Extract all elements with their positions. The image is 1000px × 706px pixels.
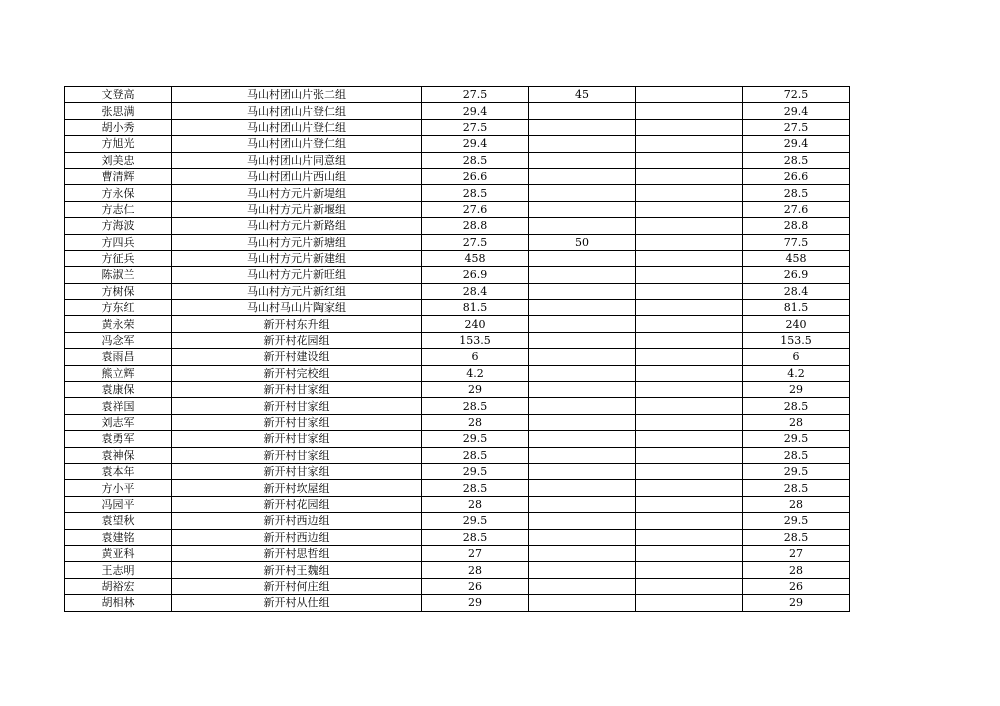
cell-amount-c[interactable] (636, 414, 743, 430)
table-row (65, 463, 850, 479)
cell-amount-c[interactable] (636, 562, 743, 578)
cell-amount-c[interactable] (636, 496, 743, 512)
cell-amount-c[interactable] (636, 447, 743, 463)
cell-amount-b[interactable] (529, 283, 636, 299)
cell-total[interactable]: 27.5 (743, 119, 850, 135)
cell-amount-a[interactable]: 28.4 (422, 283, 529, 299)
table-row (65, 398, 850, 414)
cell-total[interactable]: 29.5 (743, 463, 850, 479)
cell-amount-b[interactable] (529, 218, 636, 234)
table-body (65, 87, 850, 612)
cell-location[interactable]: 新开村思哲组 (172, 545, 422, 561)
cell-location[interactable]: 马山村方元片新路组 (172, 218, 422, 234)
table-row (65, 595, 850, 611)
cell-total[interactable]: 28.5 (743, 398, 850, 414)
cell-total[interactable]: 29.4 (743, 136, 850, 152)
cell-amount-b[interactable] (529, 136, 636, 152)
cell-amount-b[interactable] (529, 201, 636, 217)
cell-name[interactable]: 胡裕宏 (65, 578, 172, 594)
cell-amount-a[interactable]: 26.9 (422, 267, 529, 283)
cell-amount-a[interactable]: 29.5 (422, 513, 529, 529)
cell-amount-c[interactable] (636, 152, 743, 168)
table-row (65, 119, 850, 135)
cell-total[interactable]: 28.5 (743, 529, 850, 545)
cell-amount-a[interactable]: 153.5 (422, 332, 529, 348)
cell-name[interactable]: 方东红 (65, 300, 172, 316)
cell-amount-c[interactable] (636, 332, 743, 348)
cell-name[interactable]: 袁雨昌 (65, 349, 172, 365)
cell-total[interactable]: 240 (743, 316, 850, 332)
cell-location[interactable]: 新开村西边组 (172, 513, 422, 529)
table-row (65, 529, 850, 545)
cell-total[interactable]: 28.8 (743, 218, 850, 234)
cell-amount-b[interactable] (529, 152, 636, 168)
cell-amount-a[interactable]: 29.4 (422, 136, 529, 152)
cell-amount-b[interactable] (529, 250, 636, 266)
cell-total[interactable]: 26.6 (743, 168, 850, 184)
cell-amount-b[interactable] (529, 382, 636, 398)
cell-amount-a[interactable]: 28 (422, 414, 529, 430)
table-row (65, 480, 850, 496)
cell-total[interactable]: 28 (743, 562, 850, 578)
cell-total[interactable]: 29.4 (743, 103, 850, 119)
cell-name[interactable]: 袁望秋 (65, 513, 172, 529)
cell-amount-a[interactable]: 28.8 (422, 218, 529, 234)
cell-amount-b[interactable] (529, 431, 636, 447)
cell-amount-c[interactable] (636, 103, 743, 119)
cell-amount-c[interactable] (636, 513, 743, 529)
table-row (65, 562, 850, 578)
cell-name[interactable]: 刘志军 (65, 414, 172, 430)
cell-amount-a[interactable]: 26.6 (422, 168, 529, 184)
cell-location[interactable]: 新开村甘家组 (172, 447, 422, 463)
cell-amount-a[interactable]: 28.5 (422, 152, 529, 168)
cell-amount-c[interactable] (636, 168, 743, 184)
cell-amount-a[interactable]: 27.5 (422, 119, 529, 135)
cell-name[interactable]: 袁康保 (65, 382, 172, 398)
cell-amount-b[interactable] (529, 513, 636, 529)
cell-total[interactable]: 28.4 (743, 283, 850, 299)
table-row (65, 365, 850, 381)
cell-amount-c[interactable] (636, 578, 743, 594)
cell-amount-a[interactable]: 27.6 (422, 201, 529, 217)
cell-total[interactable]: 28.5 (743, 185, 850, 201)
cell-amount-c[interactable] (636, 267, 743, 283)
cell-location[interactable]: 新开村建设组 (172, 349, 422, 365)
cell-amount-a[interactable]: 26 (422, 578, 529, 594)
cell-amount-c[interactable] (636, 382, 743, 398)
cell-name[interactable]: 方树保 (65, 283, 172, 299)
cell-location[interactable]: 新开村从仕组 (172, 595, 422, 611)
cell-name[interactable]: 袁本年 (65, 463, 172, 479)
table-row (65, 168, 850, 184)
cell-amount-b[interactable] (529, 332, 636, 348)
cell-total[interactable]: 28 (743, 496, 850, 512)
cell-name[interactable]: 冯念军 (65, 332, 172, 348)
table-row (65, 300, 850, 316)
cell-name[interactable]: 方小平 (65, 480, 172, 496)
cell-total[interactable]: 458 (743, 250, 850, 266)
table-row (65, 152, 850, 168)
table-row (65, 447, 850, 463)
cell-name[interactable]: 方四兵 (65, 234, 172, 250)
cell-total[interactable]: 28 (743, 414, 850, 430)
cell-amount-b[interactable] (529, 414, 636, 430)
cell-location[interactable]: 马山村方元片新塘组 (172, 234, 422, 250)
cell-name[interactable]: 曹清辉 (65, 168, 172, 184)
cell-name[interactable]: 陈淑兰 (65, 267, 172, 283)
cell-amount-b[interactable] (529, 185, 636, 201)
table-row (65, 185, 850, 201)
cell-name[interactable]: 王志明 (65, 562, 172, 578)
table-row (65, 136, 850, 152)
table-row (65, 87, 850, 103)
cell-amount-a[interactable]: 28.5 (422, 398, 529, 414)
cell-name[interactable]: 黄永荣 (65, 316, 172, 332)
cell-amount-a[interactable]: 29 (422, 382, 529, 398)
cell-amount-b[interactable] (529, 300, 636, 316)
table-row (65, 201, 850, 217)
cell-amount-b[interactable] (529, 398, 636, 414)
cell-amount-a[interactable]: 29 (422, 595, 529, 611)
cell-total[interactable]: 29.5 (743, 431, 850, 447)
table-row (65, 496, 850, 512)
cell-amount-a[interactable]: 29.5 (422, 463, 529, 479)
cell-total[interactable]: 28.5 (743, 152, 850, 168)
cell-total[interactable]: 27 (743, 545, 850, 561)
table-row (65, 545, 850, 561)
table-row (65, 250, 850, 266)
cell-total[interactable]: 29.5 (743, 513, 850, 529)
cell-name[interactable]: 袁神保 (65, 447, 172, 463)
cell-total[interactable]: 81.5 (743, 300, 850, 316)
cell-amount-b[interactable] (529, 316, 636, 332)
cell-amount-a[interactable]: 458 (422, 250, 529, 266)
cell-location[interactable]: 马山村团山片登仁组 (172, 136, 422, 152)
cell-amount-c[interactable] (636, 480, 743, 496)
table-row (65, 283, 850, 299)
cell-amount-b[interactable] (529, 578, 636, 594)
cell-name[interactable]: 胡小秀 (65, 119, 172, 135)
cell-name[interactable]: 方海波 (65, 218, 172, 234)
cell-amount-a[interactable]: 29.5 (422, 431, 529, 447)
table-row (65, 234, 850, 250)
cell-name[interactable]: 方志仁 (65, 201, 172, 217)
cell-amount-c[interactable] (636, 283, 743, 299)
cell-amount-a[interactable]: 6 (422, 349, 529, 365)
cell-amount-c[interactable] (636, 463, 743, 479)
table-row (65, 218, 850, 234)
cell-location[interactable]: 新开村西边组 (172, 529, 422, 545)
cell-amount-b[interactable] (529, 119, 636, 135)
cell-amount-b[interactable]: 45 (529, 87, 636, 103)
cell-location[interactable]: 马山村马山片陶家组 (172, 300, 422, 316)
cell-amount-a[interactable]: 27.5 (422, 234, 529, 250)
cell-location[interactable]: 马山村团山片张二组 (172, 87, 422, 103)
cell-amount-a[interactable]: 28.5 (422, 447, 529, 463)
cell-name[interactable]: 袁建铭 (65, 529, 172, 545)
cell-amount-a[interactable]: 29.4 (422, 103, 529, 119)
cell-total[interactable]: 72.5 (743, 87, 850, 103)
cell-name[interactable]: 黄亚科 (65, 545, 172, 561)
cell-amount-b[interactable] (529, 480, 636, 496)
table-row (65, 103, 850, 119)
data-table (64, 86, 850, 612)
cell-name[interactable]: 冯园平 (65, 496, 172, 512)
cell-total[interactable]: 26 (743, 578, 850, 594)
cell-amount-b[interactable] (529, 365, 636, 381)
cell-location[interactable]: 新开村何庄组 (172, 578, 422, 594)
table-row (65, 349, 850, 365)
cell-name[interactable]: 袁勇军 (65, 431, 172, 447)
cell-total[interactable]: 77.5 (743, 234, 850, 250)
cell-location[interactable]: 马山村方元片新旺组 (172, 267, 422, 283)
cell-amount-b[interactable] (529, 529, 636, 545)
cell-location[interactable]: 马山村团山片登仁组 (172, 119, 422, 135)
cell-amount-c[interactable] (636, 218, 743, 234)
cell-total[interactable]: 4.2 (743, 365, 850, 381)
cell-amount-a[interactable]: 240 (422, 316, 529, 332)
cell-location[interactable]: 新开村王魏组 (172, 562, 422, 578)
cell-amount-c[interactable] (636, 185, 743, 201)
cell-location[interactable]: 新开村甘家组 (172, 431, 422, 447)
cell-location[interactable]: 新开村坎屋组 (172, 480, 422, 496)
cell-amount-c[interactable] (636, 119, 743, 135)
cell-name[interactable]: 张思满 (65, 103, 172, 119)
cell-location[interactable]: 马山村方元片新堤组 (172, 185, 422, 201)
cell-amount-a[interactable]: 28.5 (422, 529, 529, 545)
cell-amount-b[interactable] (529, 595, 636, 611)
cell-amount-b[interactable] (529, 562, 636, 578)
cell-amount-c[interactable] (636, 234, 743, 250)
cell-amount-b[interactable] (529, 103, 636, 119)
cell-amount-b[interactable] (529, 267, 636, 283)
cell-location[interactable]: 新开村甘家组 (172, 398, 422, 414)
table-row (65, 578, 850, 594)
cell-amount-c[interactable] (636, 349, 743, 365)
cell-amount-c[interactable] (636, 365, 743, 381)
cell-total[interactable]: 28.5 (743, 447, 850, 463)
cell-amount-c[interactable] (636, 250, 743, 266)
cell-total[interactable]: 29 (743, 382, 850, 398)
cell-location[interactable]: 新开村花园组 (172, 332, 422, 348)
cell-location[interactable]: 马山村方元片新建组 (172, 250, 422, 266)
table-row (65, 382, 850, 398)
cell-total[interactable]: 153.5 (743, 332, 850, 348)
cell-amount-a[interactable]: 4.2 (422, 365, 529, 381)
cell-amount-c[interactable] (636, 300, 743, 316)
cell-amount-c[interactable] (636, 595, 743, 611)
cell-amount-a[interactable]: 81.5 (422, 300, 529, 316)
cell-amount-a[interactable]: 27 (422, 545, 529, 561)
cell-total[interactable]: 26.9 (743, 267, 850, 283)
cell-total[interactable]: 29 (743, 595, 850, 611)
cell-amount-c[interactable] (636, 316, 743, 332)
cell-total[interactable]: 27.6 (743, 201, 850, 217)
cell-name[interactable]: 胡相林 (65, 595, 172, 611)
cell-amount-b[interactable] (529, 447, 636, 463)
cell-name[interactable]: 方旭光 (65, 136, 172, 152)
cell-amount-b[interactable]: 50 (529, 234, 636, 250)
cell-name[interactable]: 方永保 (65, 185, 172, 201)
cell-amount-c[interactable] (636, 545, 743, 561)
cell-amount-c[interactable] (636, 431, 743, 447)
cell-total[interactable]: 28.5 (743, 480, 850, 496)
cell-amount-a[interactable]: 28 (422, 496, 529, 512)
table-row (65, 414, 850, 430)
table-row (65, 332, 850, 348)
table-row (65, 431, 850, 447)
cell-name[interactable]: 文登高 (65, 87, 172, 103)
cell-amount-c[interactable] (636, 529, 743, 545)
cell-location[interactable]: 马山村方元片新红组 (172, 283, 422, 299)
table-row (65, 267, 850, 283)
cell-name[interactable]: 方征兵 (65, 250, 172, 266)
cell-location[interactable]: 马山村团山片西山组 (172, 168, 422, 184)
cell-amount-c[interactable] (636, 201, 743, 217)
cell-amount-a[interactable]: 27.5 (422, 87, 529, 103)
cell-location[interactable]: 新开村甘家组 (172, 414, 422, 430)
cell-amount-b[interactable] (529, 168, 636, 184)
cell-amount-c[interactable] (636, 398, 743, 414)
cell-total[interactable]: 6 (743, 349, 850, 365)
cell-location[interactable]: 新开村花园组 (172, 496, 422, 512)
cell-amount-a[interactable]: 28 (422, 562, 529, 578)
cell-amount-c[interactable] (636, 87, 743, 103)
cell-location[interactable]: 新开村甘家组 (172, 382, 422, 398)
cell-amount-b[interactable] (529, 349, 636, 365)
cell-name[interactable]: 袁祥国 (65, 398, 172, 414)
cell-amount-a[interactable]: 28.5 (422, 185, 529, 201)
cell-location[interactable]: 新开村完校组 (172, 365, 422, 381)
cell-location[interactable]: 新开村东升组 (172, 316, 422, 332)
cell-location[interactable]: 马山村方元片新堰组 (172, 201, 422, 217)
cell-location[interactable]: 新开村甘家组 (172, 463, 422, 479)
cell-name[interactable]: 刘美忠 (65, 152, 172, 168)
cell-amount-c[interactable] (636, 136, 743, 152)
cell-amount-b[interactable] (529, 545, 636, 561)
cell-amount-b[interactable] (529, 463, 636, 479)
cell-location[interactable]: 马山村团山片同意组 (172, 152, 422, 168)
cell-amount-a[interactable]: 28.5 (422, 480, 529, 496)
cell-amount-b[interactable] (529, 496, 636, 512)
cell-name[interactable]: 熊立辉 (65, 365, 172, 381)
cell-location[interactable]: 马山村团山片登仁组 (172, 103, 422, 119)
table-row (65, 316, 850, 332)
table-row (65, 513, 850, 529)
